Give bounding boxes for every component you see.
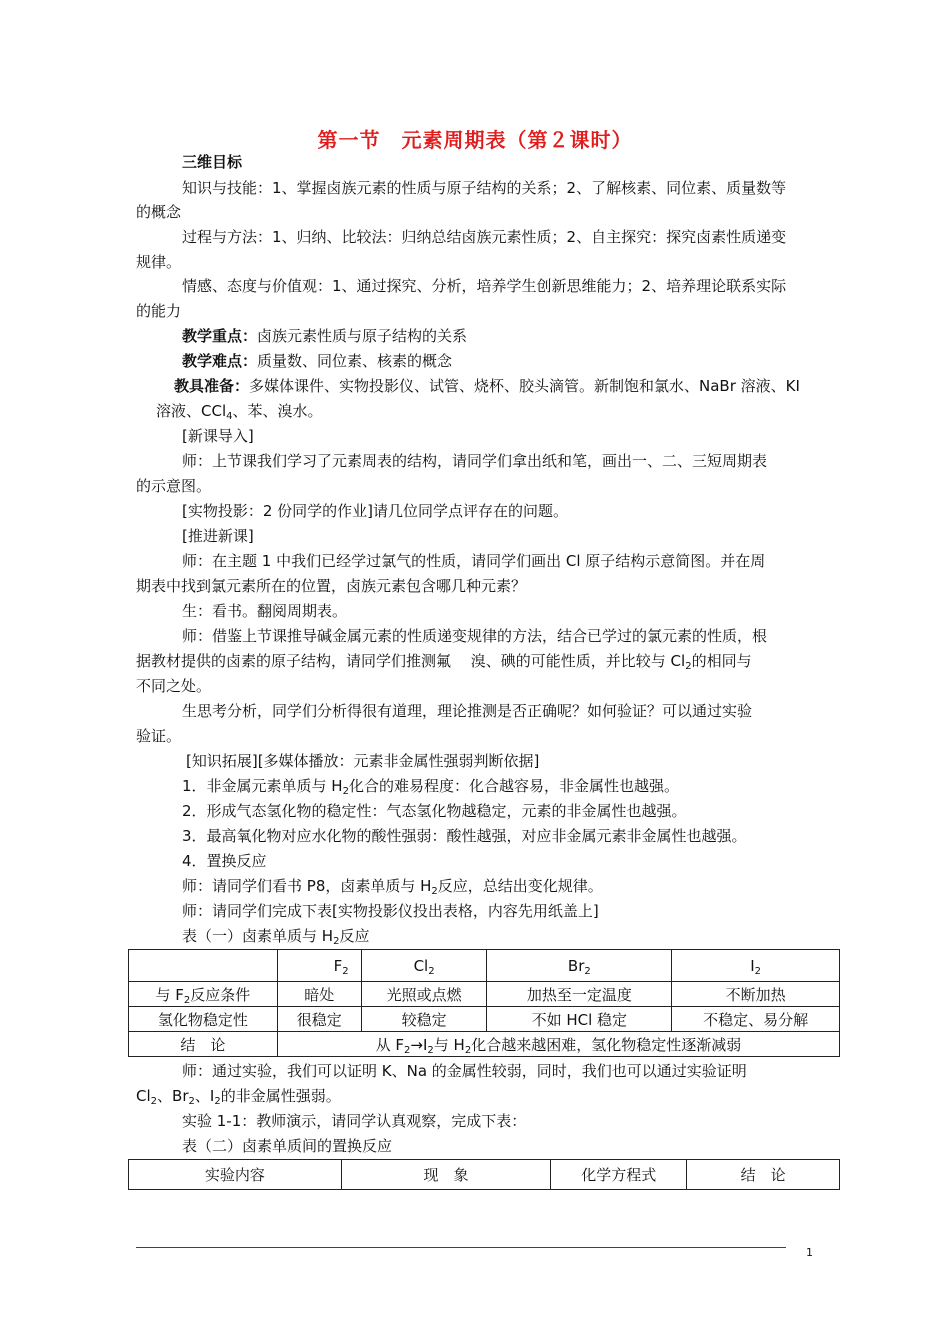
teacher4-text-b: 反应，总结出变化规律。 — [437, 877, 603, 895]
table1-caption — [182, 926, 369, 946]
table-cell: 暗处 — [277, 982, 361, 1007]
emotion-goal-line1: 情感、态度与价值观：1、通过探究、分析，培养学生创新思维能力；2、培养理论联系实际 — [182, 277, 787, 295]
item1-text-a: 1．非金属元素单质与 H — [182, 777, 343, 795]
t6-b: 、Br — [157, 1087, 189, 1105]
table-cell: 不断加热 — [672, 982, 840, 1007]
subscript: 2 — [342, 965, 349, 977]
teaching-difficulty — [182, 351, 452, 371]
conclusion-cell — [277, 1032, 839, 1057]
process-goal-line2: 规律。 — [136, 253, 182, 271]
table2-caption: 表（二）卤素单质间的置换反应 — [182, 1137, 393, 1155]
emotion-goal-line2: 的能力 — [136, 302, 182, 320]
subscript: 2 — [342, 786, 349, 797]
teacher-line2: 师：在主题 1 中我们已经学过氯气的性质，请同学们画出 Cl 原子结构示意简图。并在周 — [182, 552, 766, 570]
tools-label: 教具准备： — [174, 377, 250, 395]
halogen-hydrogen-table — [128, 949, 840, 1057]
table1-caption-text-a: 表（一）卤素单质与 H — [182, 927, 334, 945]
student-line1: 生：看书。翻阅周期表。 — [182, 602, 348, 620]
row-label-reaction-condition — [129, 982, 278, 1007]
teacher-line1-cont: 的示意图。 — [136, 477, 212, 495]
student-line2: 生思考分析，同学们分析得很有道理，理论推测是否正确呢？如何验证？可以通过实验 — [182, 702, 753, 720]
teacher-line3-end: 不同之处。 — [136, 677, 212, 695]
teacher-line3-cont — [136, 651, 752, 671]
teacher-line5: 师：请同学们完成下表[实物投影仪投出表格，内容先用纸盖上] — [182, 902, 599, 920]
teacher4-text-a: 师：请同学们看书 P8，卤素单质与 H — [182, 877, 432, 895]
header-text: Br — [567, 956, 585, 975]
teacher-line6: 师：通过实验，我们可以证明 K、Na 的金属性较弱，同时，我们也可以通过实验证明 — [182, 1062, 747, 1080]
arrow-text: →I — [410, 1035, 428, 1054]
table-cell — [129, 950, 278, 982]
conclusion-text-c: 化合越来越困难，氢化物稳定性逐渐减弱 — [471, 1035, 742, 1054]
subscript: 2 — [183, 994, 191, 1006]
label-text-a: 与 F — [155, 985, 184, 1004]
criterion-item-2: 2．形成气态氢化物的稳定性：气态氢化物越稳定，元素的非金属性也越强。 — [182, 802, 687, 820]
table-header-cell: 实验内容 — [129, 1160, 342, 1190]
tools-text-l2: 溶液、CCl — [156, 402, 227, 420]
advance-tag: [推进新课] — [182, 527, 254, 545]
t6-c: 、I — [194, 1087, 215, 1105]
difficult-text: 质量数、同位素、核素的概念 — [257, 352, 453, 370]
table-header-cl2 — [361, 950, 487, 982]
table-header-br2 — [487, 950, 672, 982]
subscript: 2 — [464, 1044, 472, 1056]
tools-text: 多媒体课件、实物投影仪、试管、烧杯、胶头滴管。新制饱和氯水、NaBr 溶液、KI — [249, 377, 800, 395]
subscript: 2 — [431, 886, 438, 897]
table-cell: 光照或点燃 — [361, 982, 487, 1007]
conclusion-text-a: 从 F — [375, 1035, 404, 1054]
table1-caption-text-b: 反应 — [339, 927, 370, 945]
subscript: 2 — [150, 1096, 158, 1107]
table-cell: 不如 HCl 稳定 — [487, 1007, 672, 1032]
table-header-f2 — [277, 950, 361, 982]
t6-a: Cl — [136, 1087, 151, 1105]
teaching-tools-line2 — [156, 401, 323, 421]
table-cell: 较稳定 — [361, 1007, 487, 1032]
subscript: 2 — [427, 1044, 434, 1056]
table-row — [129, 1007, 840, 1032]
knowledge-goal-line1: 知识与技能：1、掌握卤族元素的性质与原子结构的关系；2、了解核素、同位素、质量数等 — [182, 179, 787, 197]
subscript: 2 — [404, 1044, 411, 1056]
subscript: 2 — [685, 661, 692, 672]
header-text: I — [750, 956, 755, 975]
new-lesson-intro-tag: [新课导入] — [182, 427, 254, 445]
teacher-line6-cont — [136, 1086, 341, 1106]
teacher3-text-b: 的相同与 — [691, 652, 752, 670]
key-label: 教学重点： — [182, 327, 258, 345]
experiment-line: 实验 1-1：教师演示，请同学认真观察，完成下表： — [182, 1112, 527, 1130]
t6-d: 的非金属性强弱。 — [220, 1087, 341, 1105]
row-label-conclusion: 结 论 — [129, 1032, 278, 1057]
teacher3-text-a: 据教材提供的卤素的原子结构，请同学们推测氟 溴、碘的可能性质，并比较与 Cl — [136, 652, 686, 670]
table-row — [129, 1160, 840, 1190]
table-header-cell: 结 论 — [687, 1160, 840, 1190]
table-row — [129, 1032, 840, 1057]
row-label-hydride-stability: 氢化物稳定性 — [129, 1007, 278, 1032]
header-text: F — [333, 956, 343, 975]
table-cell: 不稳定、易分解 — [672, 1007, 840, 1032]
label-text-b: 反应条件 — [190, 985, 251, 1004]
criterion-item-3: 3．最高氧化物对应水化物的酸性强弱：酸性越强，对应非金属元素非金属性也越强。 — [182, 827, 747, 845]
table-row — [129, 982, 840, 1007]
subscript: 2 — [754, 965, 761, 977]
teacher-line3: 师：借鉴上节课推导碱金属元素的性质递变规律的方法，结合已学过的氯元素的性质，根 — [182, 627, 768, 645]
subscript: 2 — [214, 1096, 221, 1107]
tools-text-l2-rest: 、苯、溴水。 — [232, 402, 323, 420]
criterion-item-1 — [182, 776, 679, 796]
subscript: 2 — [333, 936, 340, 947]
difficult-label: 教学难点： — [182, 352, 258, 370]
key-text: 卤族元素性质与原子结构的关系 — [257, 327, 468, 345]
table-cell: 很稳定 — [277, 1007, 361, 1032]
teacher-line4 — [182, 876, 603, 896]
teacher-line1: 师：上节课我们学习了元素周表的结构，请同学们拿出纸和笔，画出一、二、三短周期表 — [182, 452, 768, 470]
goals-heading: 三维目标 — [182, 153, 243, 171]
table-row — [129, 950, 840, 982]
header-text: Cl — [413, 956, 429, 975]
conclusion-text-b: 与 H — [433, 1035, 465, 1054]
page-title: 第一节 元素周期表（第２课时） — [317, 128, 633, 152]
table-cell: 加热至一定温度 — [487, 982, 672, 1007]
subscript: 2 — [428, 965, 435, 977]
table-header-cell: 现 象 — [341, 1160, 551, 1190]
process-goal-line1: 过程与方法：1、归纳、比较法：归纳总结卤族元素性质；2、自主探究：探究卤素性质递变 — [182, 228, 787, 246]
table-header-cell: 化学方程式 — [551, 1160, 687, 1190]
teacher-line2-cont: 期表中找到氯元素所在的位置，卤族元素包含哪几种元素？ — [136, 577, 527, 595]
page-number: 1 — [806, 1246, 813, 1259]
subscript: 4 — [226, 411, 233, 422]
subscript: 2 — [188, 1096, 195, 1107]
student-line2-cont: 验证。 — [136, 727, 182, 745]
teaching-key-point — [182, 326, 467, 346]
criterion-item-4: 4．置换反应 — [182, 852, 267, 870]
projection-line: [实物投影：2 份同学的作业]请几位同学点评存在的问题。 — [182, 502, 569, 520]
table-header-i2 — [672, 950, 840, 982]
halogen-displacement-table — [128, 1159, 840, 1190]
footer-divider — [136, 1247, 786, 1248]
teaching-tools-line1 — [174, 376, 800, 396]
subscript: 2 — [584, 965, 591, 977]
knowledge-extension: [知识拓展][多媒体播放：元素非金属性强弱判断依据] — [186, 752, 540, 770]
knowledge-goal-line2: 的概念 — [136, 203, 182, 221]
item1-text-b: 化合的难易程度：化合越容易，非金属性也越强。 — [348, 777, 679, 795]
